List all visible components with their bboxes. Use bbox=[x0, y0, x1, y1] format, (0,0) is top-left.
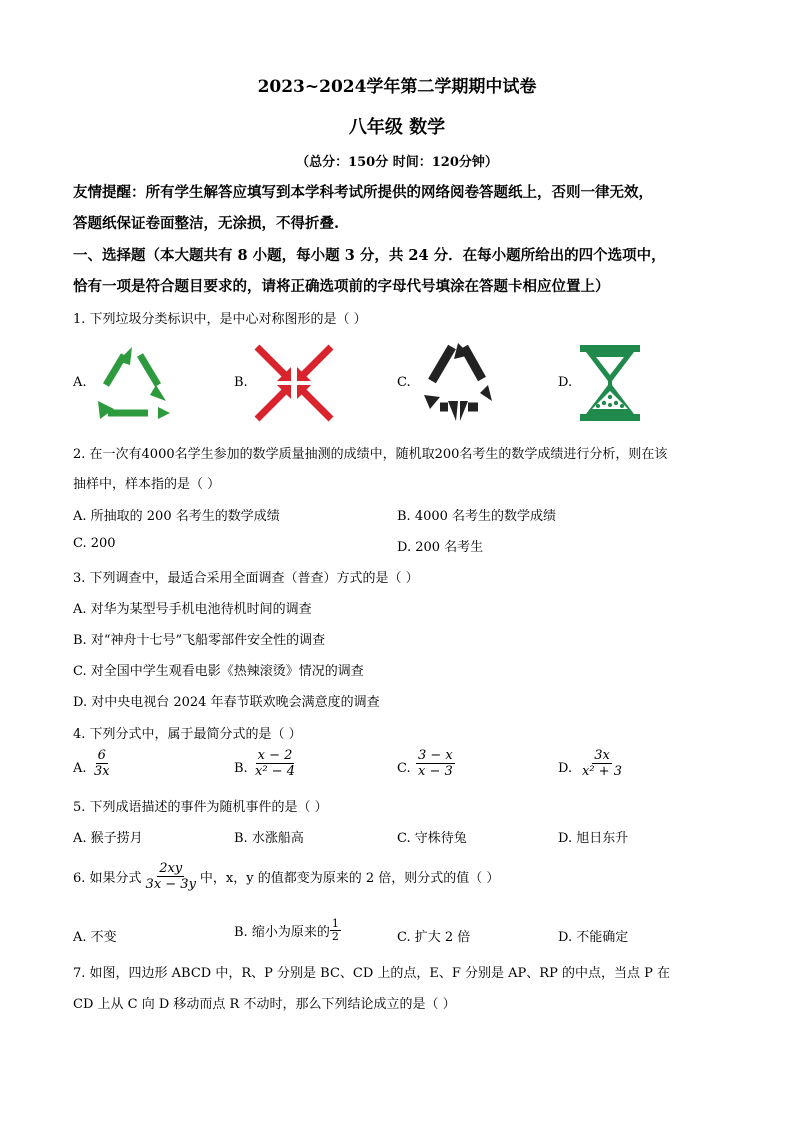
exam-subtitle: 八年级 数学 bbox=[348, 117, 446, 138]
q6-option-c: C. 扩大 2 倍 bbox=[397, 930, 471, 945]
reminder-line-1: 友情提醒：所有学生解答应填写到本学科考试所提供的网络阅卷答题纸上，否则一律无效， bbox=[73, 184, 653, 201]
q4-d-numerator: 3x bbox=[594, 748, 610, 763]
q5-option-d: D. 旭日东升 bbox=[558, 831, 629, 846]
q4-option-b-label: B. bbox=[234, 761, 248, 776]
q2-option-b: B. 4000 名考生的数学成绩 bbox=[397, 509, 557, 524]
q1-option-d-label: D. bbox=[558, 375, 573, 390]
q4-option-d-label: D. bbox=[558, 761, 573, 776]
exam-title: 2023~2024学年第二学期期中试卷 bbox=[257, 77, 537, 97]
reminder-line-2: 答题纸保证卷面整洁，无涂损，不得折叠. bbox=[73, 215, 340, 232]
q6-prefix: 6. 如果分式 bbox=[73, 871, 142, 886]
q4-option-c-label: C. bbox=[397, 761, 411, 776]
section-1-line-2: 恰有一项是符合题目要求的，请将正确选项前的字母代号填涂在答题卡相应位置上） bbox=[73, 278, 610, 295]
q2-option-d: D. 200 名考生 bbox=[397, 540, 484, 555]
q2-line-2: 抽样中，样本指的是（ ） bbox=[73, 477, 221, 492]
q6-suffix: 中，x，y 的值都变为原来的 2 倍，则分式的值（ ） bbox=[199, 871, 500, 886]
q7-line-1: 7. 如图，四边形 ABCD 中，R、P 分别是 BC、CD 上的点，E、F 分别是 AP、RP 的中点，当点 P 在 bbox=[73, 966, 670, 981]
q4-a-denominator: 3x bbox=[94, 764, 110, 779]
q6-option-d: D. 不能确定 bbox=[558, 930, 629, 945]
q4-option-a-fraction bbox=[92, 748, 112, 779]
q2-option-c: C. 200 bbox=[73, 536, 116, 551]
q4-c-denominator: x − 3 bbox=[418, 764, 453, 779]
q4-option-c-fraction bbox=[416, 748, 455, 779]
recycle-green-icon bbox=[88, 343, 176, 423]
q6-stem bbox=[73, 861, 499, 892]
q4-b-numerator: x − 2 bbox=[257, 748, 293, 763]
q4-stem: 4. 下列分式中，属于最简分式的是（ ） bbox=[73, 727, 302, 742]
q6-denominator: 3x − 3y bbox=[145, 877, 196, 892]
q4-option-b-fraction bbox=[253, 748, 297, 779]
q1-option-b-label: B. bbox=[234, 375, 248, 390]
q2-line-1: 2. 在一次有4000名学生参加的数学质量抽测的成绩中，随机取200名考生的数学成绩进行分析，则在该 bbox=[73, 447, 668, 462]
q6-option-a: A. 不变 bbox=[73, 930, 117, 945]
q4-option-a-label: A. bbox=[73, 761, 87, 776]
q4-d-denominator: x² + 3 bbox=[582, 764, 622, 779]
q1-option-c-label: C. bbox=[397, 375, 411, 390]
q7-line-2: CD 上从 C 向 D 移动而点 R 不动时，那么下列结论成立的是（ ） bbox=[73, 997, 456, 1012]
section-1-line-1: 一、选择题（本大题共有 8 小题，每小题 3 分，共 24 分．在每小题所给出的四个选项中， bbox=[73, 247, 666, 264]
q5-option-a: A. 猴子捞月 bbox=[73, 831, 143, 846]
q3-option-d: D. 对中央电视台 2024 年春节联欢晚会满意度的调查 bbox=[73, 695, 380, 710]
q4-c-numerator: 3 − x bbox=[418, 748, 453, 763]
exam-meta: （总分：150分 时间：120分钟） bbox=[296, 155, 498, 170]
q5-stem: 5. 下列成语描述的事件为随机事件的是（ ） bbox=[73, 800, 328, 815]
q5-option-c: C. 守株待兔 bbox=[397, 831, 467, 846]
q2-option-a: A. 所抽取的 200 名考生的数学成绩 bbox=[73, 509, 280, 524]
q3-option-a: A. 对华为某型号手机电池待机时间的调查 bbox=[73, 602, 312, 617]
q1-stem: 1. 下列垃圾分类标识中，是中心对称图形的是（ ） bbox=[73, 312, 367, 327]
q4-option-d-fraction bbox=[580, 748, 624, 779]
q3-option-c: C. 对全国中学生观看电影《热辣滚烫》情况的调查 bbox=[73, 664, 364, 679]
q5-option-b: B. 水涨船高 bbox=[234, 831, 304, 846]
red-arrows-icon bbox=[253, 343, 335, 423]
q6-numerator: 2xy bbox=[159, 861, 183, 876]
q6-b-numerator: 1 bbox=[331, 917, 339, 930]
q1-option-a-label: A. bbox=[73, 375, 87, 390]
q3-option-b: B. 对“神舟十七号”飞船零部件安全性的调查 bbox=[73, 633, 326, 648]
q4-b-denominator: x² − 4 bbox=[255, 764, 295, 779]
q3-stem: 3. 下列调查中，最适合采用全面调查（普查）方式的是（ ） bbox=[73, 571, 419, 586]
hourglass-green-icon bbox=[578, 343, 642, 423]
recycle-black-icon bbox=[418, 341, 498, 425]
q6-option-b bbox=[234, 918, 341, 943]
q4-a-numerator: 6 bbox=[97, 748, 106, 763]
q6-option-b-text: B. 缩小为原来的 bbox=[234, 925, 330, 940]
q6-b-denominator: 2 bbox=[331, 930, 339, 943]
